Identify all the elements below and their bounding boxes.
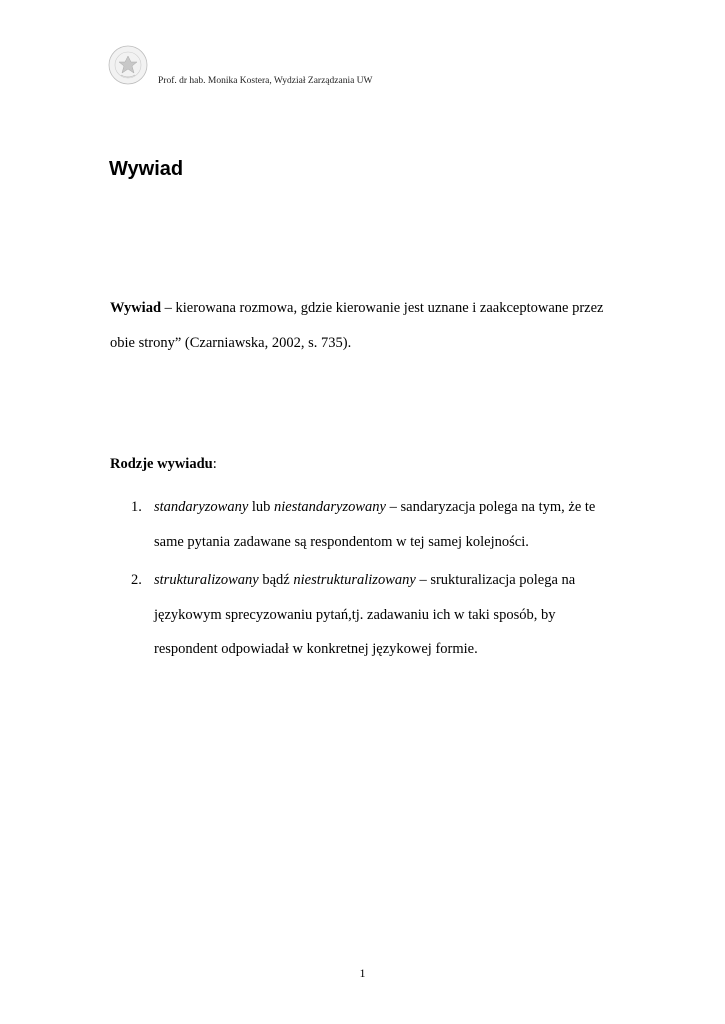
page-number: 1 <box>359 966 366 980</box>
list-item-number: 1. <box>131 499 142 515</box>
types-heading: Rodzje wywiadu: <box>110 456 217 472</box>
list-item-term-a: standaryzowany <box>154 499 249 515</box>
list-item-line: same pytania zadawane są respondentom w tej samej kolejności. <box>154 534 529 550</box>
list-item-line: językowym sprecyzowaniu pytań,tj. zadawaniu ich w taki sposób, by <box>154 607 556 623</box>
definition-line-2: obie strony” (Czarniawska, 2002, s. 735). <box>110 335 352 351</box>
definition-line-1 <box>110 300 603 317</box>
document-title: Wywiad <box>109 158 184 180</box>
list-item-line: respondent odpowiadał w konkretnej językowej formie. <box>154 641 478 657</box>
list-item-line: strukturalizowany bądź niestrukturalizowany – srukturalizacja polega na <box>154 572 576 588</box>
list-item-term-b: niestrukturalizowany <box>293 572 416 588</box>
types-heading-text: Rodzje wywiadu <box>110 456 213 472</box>
header-author-line: Prof. dr hab. Monika Kostera, Wydział Zarządzania UW <box>158 76 373 86</box>
definition-term: Wywiad <box>110 300 162 316</box>
list-item-line: standaryzowany lub niestandaryzowany – sandaryzacja polega na tym, że te <box>154 499 596 515</box>
list-item-term-a: strukturalizowany <box>154 572 259 588</box>
university-seal-logo <box>108 45 148 85</box>
list-item-term-b: niestandaryzowany <box>274 499 386 515</box>
definition-text-1: – kierowana rozmowa, gdzie kierowanie jest uznane i zaakceptowane przez <box>161 300 604 316</box>
list-item-number: 2. <box>131 572 142 588</box>
